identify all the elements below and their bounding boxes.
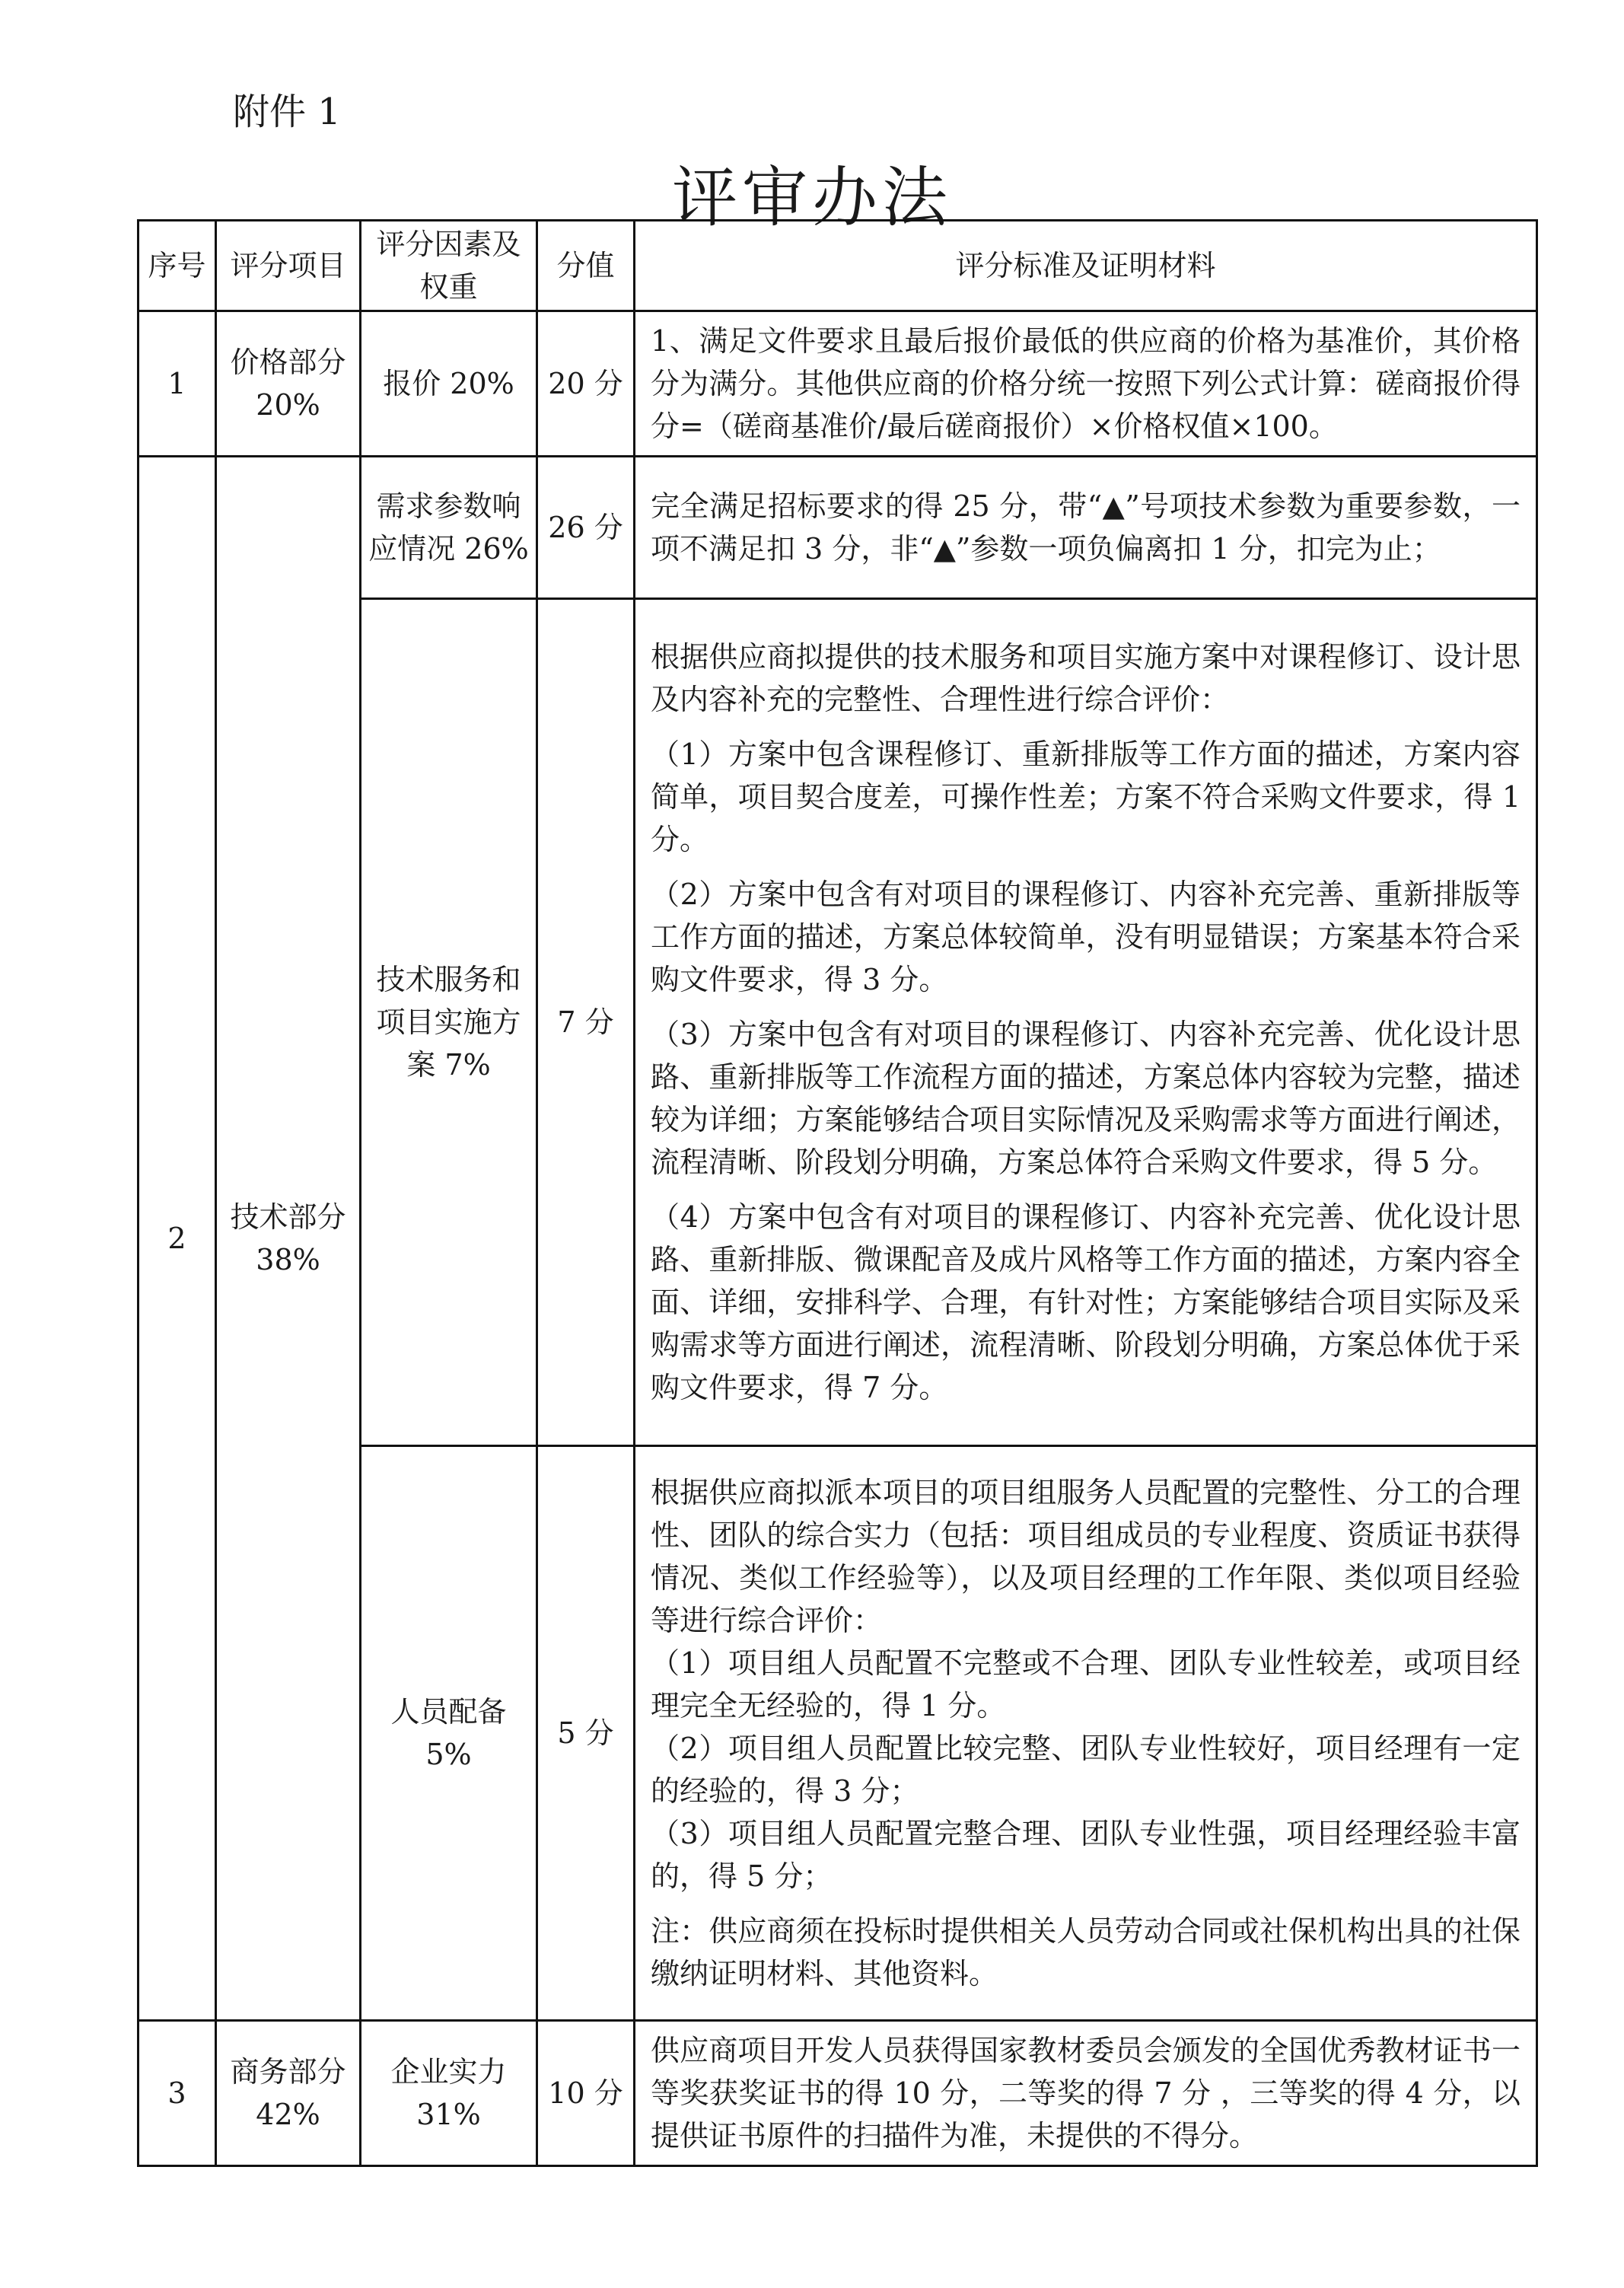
row-factor: 人员配备 5% [361,1446,537,2021]
header-seq: 序号 [139,221,216,311]
standard-paragraph: （3）项目组人员配置完整合理、团队专业性强，项目经理经验丰富的，得 5 分； [651,1817,1521,1893]
row-score: 26 分 [537,457,635,599]
standard-paragraph: 供应商项目开发人员获得国家教材委员会颁发的全国优秀教材证书一等奖获奖证书的得 10 分，二等奖的得 7 分 ，三等奖的得 4 分，以提供证书原件的扫描件为准，未提供的不得分。 [651,2034,1521,2153]
table-header-row [139,221,1537,311]
standard-paragraph: （3）方案中包含有对项目的课程修订、内容补充完善、优化设计思路、重新排版等工作流程方面的描述，方案总体内容较为完整，描述较为详细；方案能够结合项目实际情况及采购需求等方面进行阐述，流程清晰、阶段划分明确，方案总体符合采购文件要求，得 5 分。 [651,1018,1521,1179]
attachment-label: 附件 1 [233,91,341,133]
standard-paragraph: 完全满足招标要求的得 25 分，带“▲”号项技术参数为重要参数，一项不满足扣 3 分，非“▲”参数一项负偏离扣 1 分，扣完为止； [651,489,1521,566]
row-seq: 3 [139,2021,216,2166]
standard-paragraph: （4）方案中包含有对项目的课程修订、内容补充完善、优化设计思路、重新排版、微课配音及成片风格等工作方面的描述，方案内容全面、详细，安排科学、合理，有针对性；方案能够结合项目实际及采购需求等方面进行阐述，流程清晰、阶段划分明确，方案总体优于采购文件要求，得 7 分。 [651,1200,1521,1404]
row-standard [635,311,1537,457]
row-standard [635,457,1537,599]
row-item: 商务部分 42% [216,2021,361,2166]
row-factor: 报价 20% [361,311,537,457]
evaluation-table [137,219,1538,2167]
row-score: 5 分 [537,1446,635,2021]
row-seq: 1 [139,311,216,457]
header-score: 分值 [537,221,635,311]
row-score: 10 分 [537,2021,635,2166]
row-factor: 需求参数响应情况 26% [361,457,537,599]
row-item: 价格部分 20% [216,311,361,457]
row-score: 7 分 [537,599,635,1446]
header-item: 评分项目 [216,221,361,311]
header-factor: 评分因素及权重 [361,221,537,311]
row-item: 技术部分 38% [216,457,361,2021]
table-row [139,2021,1537,2166]
standard-paragraph: 1、满足文件要求且最后报价最低的供应商的价格为基准价，其价格分为满分。其他供应商的价格分统一按照下列公式计算：磋商报价得分=（磋商基准价/最后磋商报价）×价格权值×100。 [651,324,1521,443]
standard-paragraph: 根据供应商拟派本项目的项目组服务人员配置的完整性、分工的合理性、团队的综合实力（包括：项目组成员的专业程度、资质证书获得情况、类似工作经验等），以及项目经理的工作年限、类似项目经验等进行综合评价： [651,1476,1521,1637]
table-row [139,457,1537,599]
standard-paragraph: 根据供应商拟提供的技术服务和项目实施方案中对课程修订、设计思及内容补充的完整性、合理性进行综合评价： [651,640,1521,716]
row-standard [635,599,1537,1446]
standard-paragraph: （1）项目组人员配置不完整或不合理、团队专业性较差，或项目经理完全无经验的，得 1 分。 [651,1646,1521,1722]
standard-paragraph: （2）方案中包含有对项目的课程修订、内容补充完善、重新排版等工作方面的描述，方案总体较简单，没有明显错误；方案基本符合采购文件要求，得 3 分。 [651,878,1521,996]
row-factor: 技术服务和项目实施方案 7% [361,599,537,1446]
page-title: 评审办法 [672,160,952,236]
row-standard [635,1446,1537,2021]
header-standard: 评分标准及证明材料 [635,221,1537,311]
standard-note: 注：供应商须在投标时提供相关人员劳动合同或社保机构出具的社保缴纳证明材料、其他资料。 [651,1914,1521,1990]
standard-paragraph: （2）项目组人员配置比较完整、团队专业性较好，项目经理有一定的经验的，得 3 分； [651,1732,1521,1808]
row-standard [635,2021,1537,2166]
row-factor: 企业实力 31% [361,2021,537,2166]
standard-paragraph: （1）方案中包含课程修订、重新排版等工作方面的描述，方案内容简单，项目契合度差，可操作性差；方案不符合采购文件要求，得 1 分。 [651,738,1521,856]
row-score: 20 分 [537,311,635,457]
table-row [139,311,1537,457]
row-seq: 2 [139,457,216,2021]
